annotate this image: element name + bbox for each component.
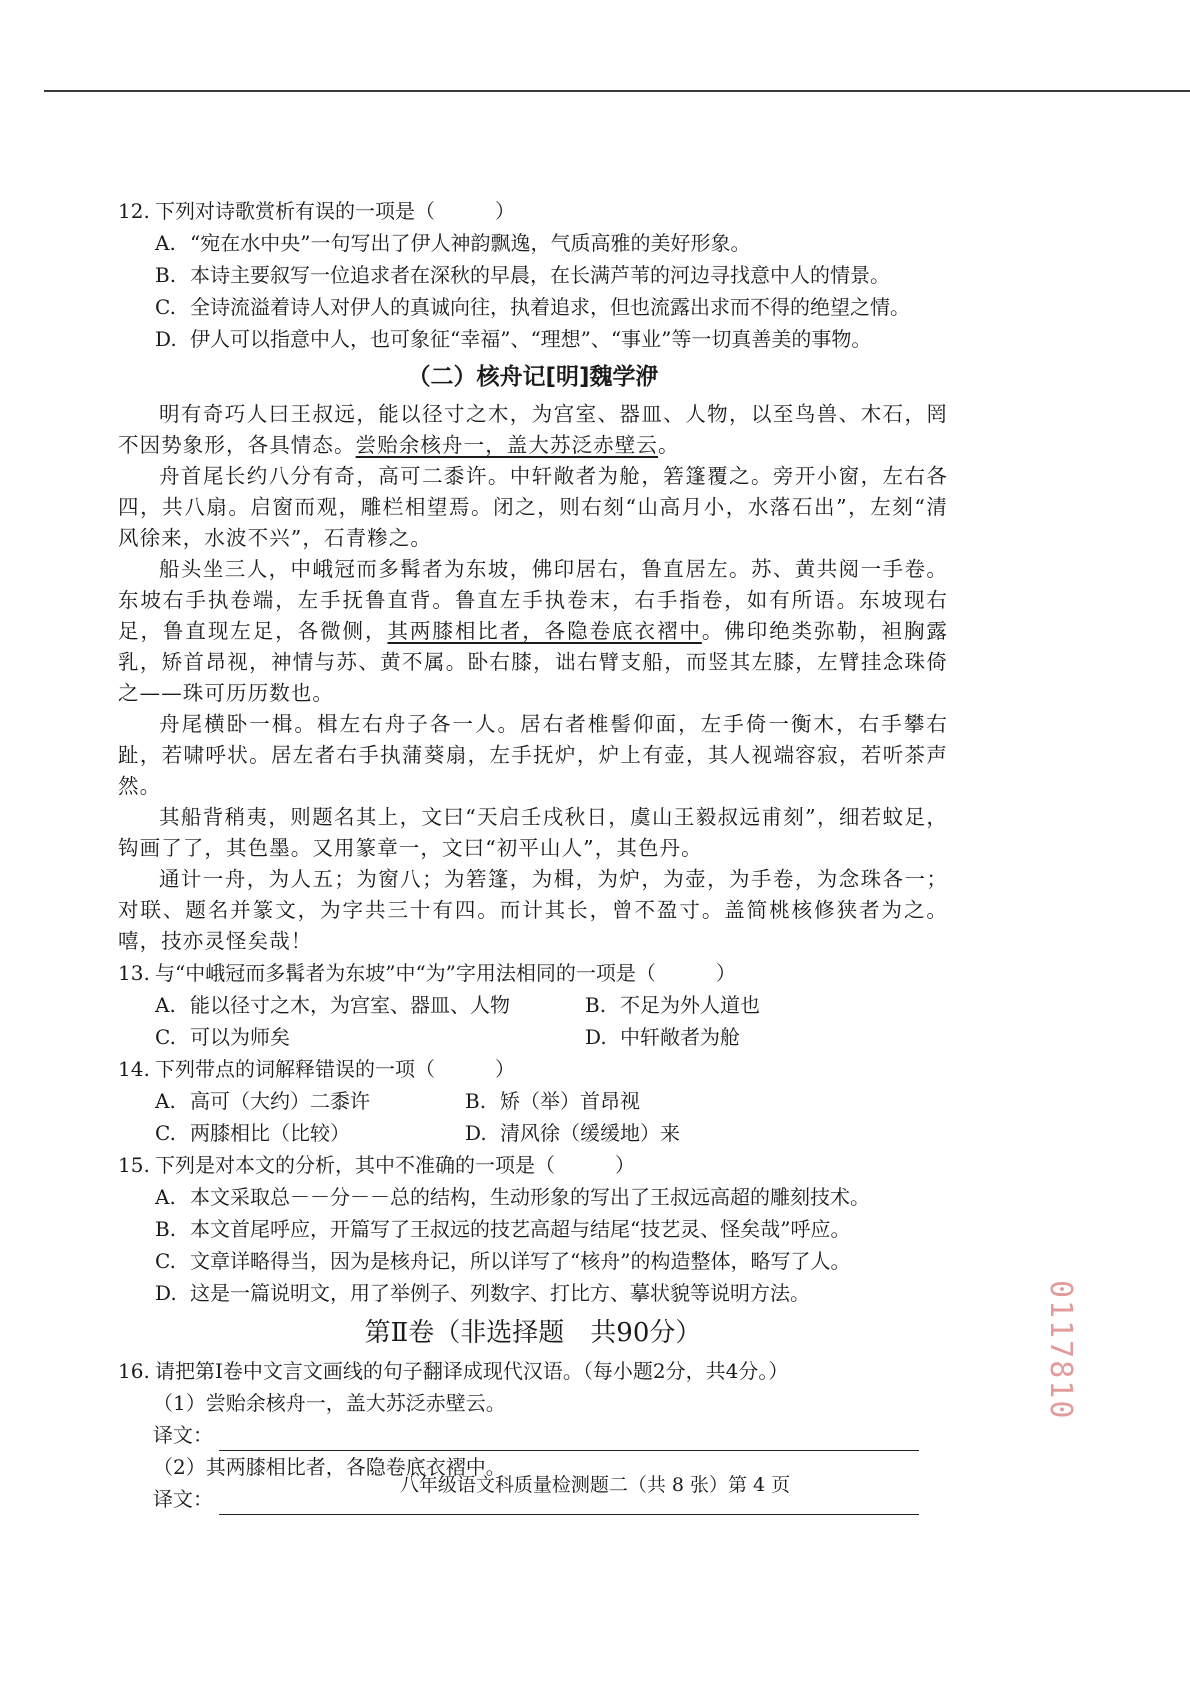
option-row [118, 1021, 948, 1053]
question-12 [118, 195, 948, 227]
option-row [118, 1245, 948, 1277]
question-stem: 请把第Ⅰ卷中文言文画线的句子翻译成现代汉语。（每小题2分，共4分。） [155, 1359, 789, 1383]
answer-line [118, 1419, 948, 1451]
question-15 [118, 1149, 948, 1181]
option-text: 可以为师矣 [190, 1025, 290, 1049]
passage-text: 明有奇巧人曰王叔远，能以径寸之木，为宫室、器皿、人物，以至鸟兽、木石，罔不因势象形，各具情态。 [118, 402, 948, 457]
option-row [118, 1085, 948, 1117]
option-label: B. [585, 993, 607, 1017]
option-row [118, 291, 948, 323]
option-text: 清风徐（缓缓地）来 [500, 1121, 680, 1145]
option-label: A. [155, 1185, 176, 1209]
option-row [118, 323, 948, 355]
answer-label: 译文： [153, 1487, 213, 1511]
underlined-sentence: 尝贻余核舟一，盖大苏泛赤壁云 [355, 433, 659, 457]
option-cell [585, 1021, 740, 1053]
option-text: 高可（大约）二黍许 [190, 1089, 370, 1113]
option-cell [155, 1085, 465, 1117]
option-text: 本诗主要叙写一位追求者在深秋的早晨，在长满芦苇的河边寻找意中人的情景。 [190, 263, 890, 287]
option-cell [155, 989, 585, 1021]
option-label: C. [155, 1249, 176, 1273]
question-number: 14. [118, 1057, 150, 1081]
option-text: 不足为外人道也 [620, 993, 760, 1017]
passage-text: 船头坐三人，中峨冠而多髯者为东坡，佛印居右，鲁直居左。苏、黄共阅一手卷。东坡右手执卷端，左手抚鲁直背。鲁直左手执卷末，右手指卷，如有所语。东坡现右足，鲁直现左足，各微侧， [118, 557, 948, 643]
option-label: A. [155, 231, 176, 255]
option-text: “宛在水中央”一句写出了伊人神韵飘逸，气质高雅的美好形象。 [190, 231, 751, 255]
option-text: 文章详略得当，因为是核舟记，所以详写了“核舟”的构造整体，略写了人。 [190, 1249, 851, 1273]
page-footer: 八年级语文科质量检测题二（共 8 张）第 4 页 [399, 1474, 791, 1496]
classical-passage [118, 399, 948, 957]
option-label: C. [155, 1121, 176, 1145]
option-label: B. [155, 263, 177, 287]
section-title: （二）核舟记[明]魏学洢 [407, 364, 659, 390]
passage-paragraph: 舟尾横卧一楫。楫左右舟子各一人。居右者椎髻仰面，左手倚一衡木，右手攀右趾，若啸呼状。居左者右手执蒲葵扇，左手抚炉，炉上有壶，其人视端容寂，若听茶声然。 [118, 712, 948, 798]
option-label: D. [155, 327, 177, 351]
passage-text: 。佛印绝类弥勒，袒胸露乳，矫首昂视，神情与苏、黄不属。卧右膝，诎右臂支船，而竖其左膝，左臂挂念珠倚之——珠可历历数也。 [118, 619, 948, 705]
serial-stamp: 0117810 [1043, 1280, 1078, 1421]
option-cell [465, 1117, 680, 1149]
option-label: C. [155, 1025, 176, 1049]
question-number: 12. [118, 199, 150, 223]
option-row [118, 1181, 948, 1213]
passage-paragraph [118, 554, 948, 709]
translation-item: （1）尝贻余核舟一，盖大苏泛赤壁云。 [153, 1391, 506, 1415]
option-row [118, 1213, 948, 1245]
question-stem: 与“中峨冠而多髯者为东坡”中“为”字用法相同的一项是（ ） [155, 961, 736, 985]
option-text: 全诗流溢着诗人对伊人的真诚向往，执着追求，但也流露出求而不得的绝望之情。 [190, 295, 910, 319]
option-label: D. [585, 1025, 607, 1049]
option-text: 伊人可以指意中人，也可象征“幸福”、“理想”、“事业”等一切真善美的事物。 [190, 327, 872, 351]
passage-paragraph: 舟首尾长约八分有奇，高可二黍许。中轩敞者为舱，箬篷覆之。旁开小窗，左右各四，共八扇。启窗而观，雕栏相望焉。闭之，则右刻“山高月小，水落石出”，左刻“清风徐来，水波不兴”，石青糁之。 [118, 464, 948, 550]
option-label: D. [155, 1281, 177, 1305]
question-stem: 下列带点的词解释错误的一项（ ） [155, 1057, 515, 1081]
option-text: 本文采取总－－分－－总的结构，生动形象的写出了王叔远高超的雕刻技术。 [190, 1185, 870, 1209]
option-row [118, 1277, 948, 1309]
option-cell [155, 1117, 465, 1149]
underlined-sentence: 其两膝相比者，各隐卷底衣褶中 [387, 619, 702, 643]
passage-paragraph [118, 399, 948, 461]
question-number: 15. [118, 1153, 150, 1177]
option-cell [465, 1085, 640, 1117]
answer-blank[interactable] [219, 1428, 919, 1451]
question-number: 16. [118, 1359, 150, 1383]
question-stem: 下列对诗歌赏析有误的一项是（ ） [155, 199, 515, 223]
question-14 [118, 1053, 948, 1085]
option-cell [155, 1021, 585, 1053]
option-row [118, 227, 948, 259]
option-text: 矫（举）首昂视 [500, 1089, 640, 1113]
option-label: A. [155, 1089, 176, 1113]
option-row [118, 989, 948, 1021]
option-text: 本文首尾呼应，开篇写了王叔远的技艺高超与结尾“技艺灵、怪矣哉”呼应。 [190, 1217, 851, 1241]
option-label: A. [155, 993, 176, 1017]
passage-paragraph: 通计一舟，为人五；为窗八；为箬篷，为楫，为炉，为壶，为手卷，为念珠各一；对联、题名并篆文，为字共三十有四。而计其长，曾不盈寸。盖简桃核修狭者为之。嘻，技亦灵怪矣哉！ [118, 867, 948, 953]
option-label: C. [155, 295, 176, 319]
option-label: B. [155, 1217, 177, 1241]
top-rule [44, 90, 1190, 92]
passage-paragraph: 其船背稍夷，则题名其上，文曰“天启壬戌秋日，虞山王毅叔远甫刻”，细若蚊足，钩画了了，其色墨。又用篆章一，文曰“初平山人”，其色丹。 [118, 805, 948, 860]
question-13 [118, 957, 948, 989]
option-row [118, 1117, 948, 1149]
question-16 [118, 1355, 948, 1387]
exam-sheet [118, 195, 948, 1515]
question-stem: 下列是对本文的分析，其中不准确的一项是（ ） [155, 1153, 635, 1177]
option-label: D. [465, 1121, 487, 1145]
passage-text: 。 [658, 433, 680, 457]
option-row [118, 259, 948, 291]
option-text: 这是一篇说明文，用了举例子、列数字、打比方、摹状貌等说明方法。 [190, 1281, 810, 1305]
translation-item: （2）其两膝相比者，各隐卷底衣褶中。 [153, 1455, 506, 1479]
answer-label: 译文： [153, 1423, 213, 1447]
option-text: 能以径寸之木，为宫室、器皿、人物 [190, 993, 510, 1017]
option-label: B. [465, 1089, 487, 1113]
option-text: 两膝相比（比较） [190, 1121, 350, 1145]
part-title: 第Ⅱ卷（非选择题 共90分） [364, 1318, 702, 1348]
question-number: 13. [118, 961, 150, 985]
option-text: 中轩敞者为舱 [620, 1025, 740, 1049]
option-cell [585, 989, 760, 1021]
